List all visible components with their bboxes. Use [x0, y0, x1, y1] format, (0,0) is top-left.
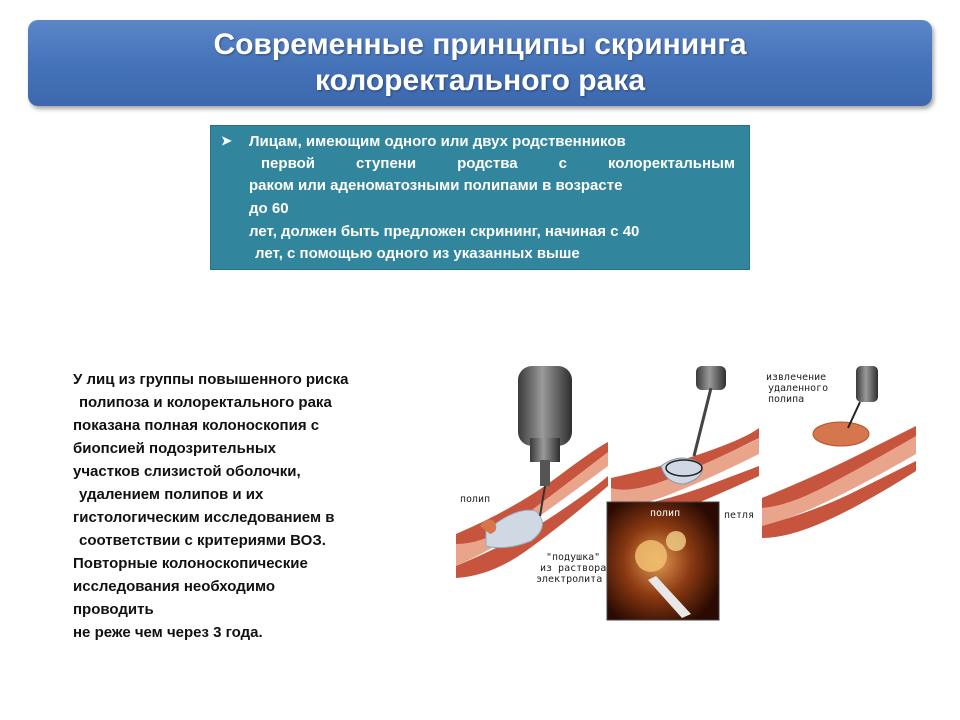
label-extraction-2: удаленного	[768, 383, 829, 394]
info-line-4: до 60	[249, 200, 289, 217]
label-polyp-left: полип	[460, 494, 491, 505]
slide-title-line-2: колоректального рака	[315, 64, 645, 97]
body-line-5: участков слизистой оболочки,	[73, 463, 301, 480]
body-line-8: соответствии с критериями ВОЗ.	[79, 532, 326, 549]
info-line-5: лет, должен быть предложен скрининг, начиная с 40	[249, 223, 640, 240]
body-line-3: показана полная колоноскопия с	[73, 417, 320, 434]
info-line-3: раком или аденоматозными полипами в возрасте	[249, 177, 623, 194]
body-line-7: гистологическим исследованием в	[73, 509, 335, 526]
body-line-4: биопсией подозрительных	[73, 440, 277, 457]
endoscopic-photo	[607, 502, 719, 620]
label-cushion-1: "подушка"	[546, 552, 601, 563]
info-line-6: лет, с помощью одного из указанных выше	[255, 245, 580, 262]
screening-info-box	[210, 125, 750, 270]
label-extraction-3: полипа	[768, 394, 805, 405]
label-polyp-photo: полип	[650, 508, 681, 519]
label-cushion-3: электролита	[536, 574, 603, 585]
colonoscopy-recommendation-text	[73, 368, 433, 644]
polypectomy-illustration	[456, 366, 916, 622]
body-line-10: исследования необходимо	[73, 578, 276, 595]
arrow-bullet-icon: ➤	[221, 133, 232, 148]
label-extraction-1: извлечение	[766, 372, 827, 383]
body-line-11: проводить	[73, 601, 154, 618]
label-loop: петля	[724, 510, 755, 521]
body-line-2: полипоза и колоректального рака	[79, 394, 332, 411]
body-line-6: удалением полипов и их	[79, 486, 264, 503]
body-line-1: У лиц из группы повышенного риска	[73, 371, 349, 388]
info-line-1: Лицам, имеющим одного или двух родственников	[249, 133, 626, 150]
body-line-9: Повторные колоноскопические	[73, 555, 308, 572]
body-line-12: не реже чем через 3 года.	[73, 624, 263, 641]
slide-title-banner	[28, 20, 932, 106]
info-line-2: первой ступени родства с колоректальным	[261, 155, 735, 172]
slide-title-line-1: Современные принципы скрининга	[213, 28, 747, 61]
label-cushion-2: из раствора	[540, 563, 607, 574]
